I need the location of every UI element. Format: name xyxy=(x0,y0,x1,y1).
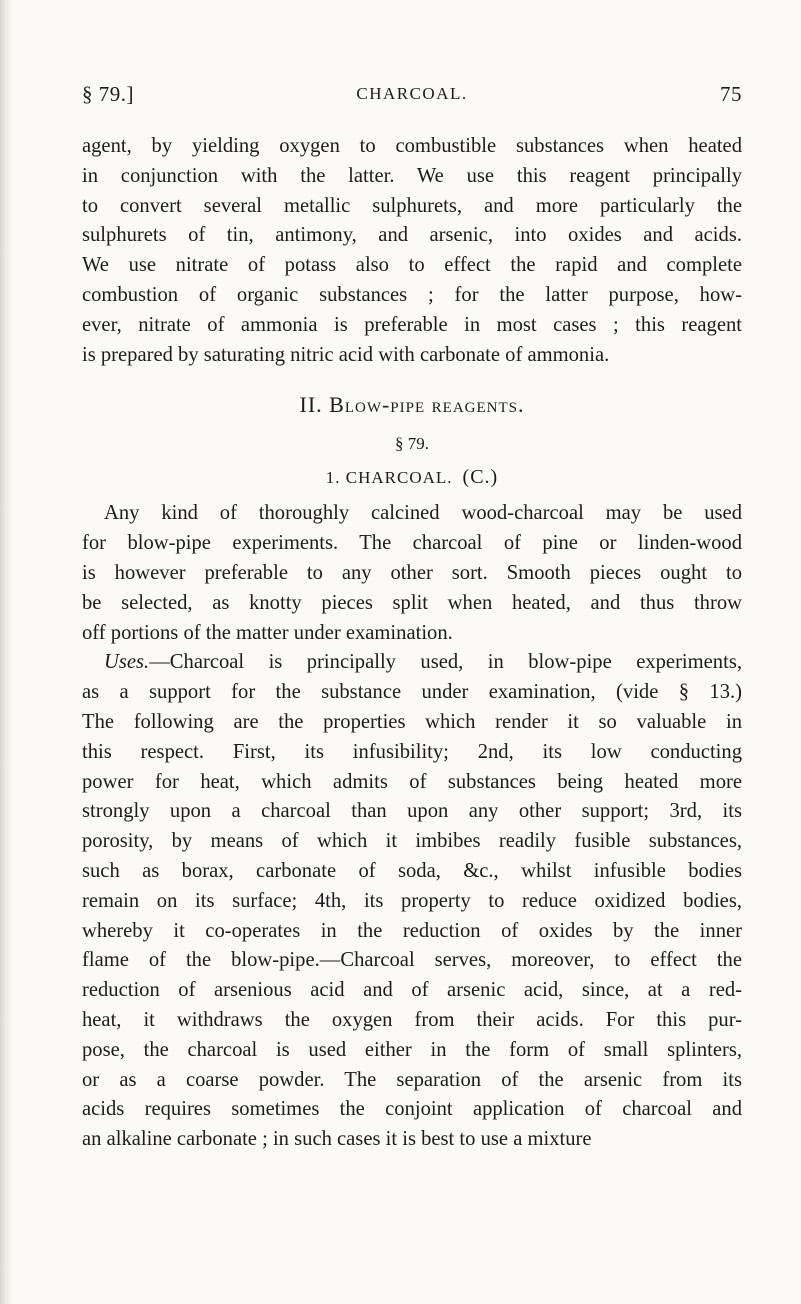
paragraph-charcoal-uses xyxy=(82,648,742,1155)
section-reference: § 79.] xyxy=(82,82,134,106)
text-line: pose, the charcoal is used either in the form of small splinters, xyxy=(82,1038,742,1061)
page-title: CHARCOAL. xyxy=(356,84,468,103)
text-line: or as a coarse powder. The separation of the arsenic from its xyxy=(82,1068,742,1091)
text-line: power for heat, which admits of substances being heated more xyxy=(82,770,742,793)
text-line: Any kind of thoroughly calcined wood-charcoal may be used xyxy=(104,502,742,525)
page-number: 75 xyxy=(720,82,742,106)
text-line: sulphurets of tin, antimony, and arsenic, into oxides and acids. xyxy=(82,224,742,247)
text-line: such as borax, carbonate of soda, &c., whilst infusible bodies xyxy=(82,859,742,882)
text-line: is prepared by saturating nitric acid with carbonate of ammonia. xyxy=(82,343,610,366)
text-line: off portions of the matter under examination. xyxy=(82,621,453,644)
text-line: to convert several metallic sulphurets, and more particularly the xyxy=(82,194,742,217)
text-line: be selected, as knotty pieces split when heated, and thus throw xyxy=(82,591,742,614)
paragraph-continuation xyxy=(82,132,742,370)
text-line xyxy=(82,648,742,678)
text-line: remain on its surface; 4th, its property to reduce oxidized bodies, xyxy=(82,889,742,912)
book-page xyxy=(82,78,742,1155)
text-line: We use nitrate of potass also to effect the rapid and complete xyxy=(82,254,742,277)
text-line: combustion of organic substances ; for the latter purpose, how- xyxy=(82,283,742,306)
uses-lead: Uses. xyxy=(104,651,150,674)
uses-first-line: —Charcoal is principally used, in blow-pipe experiments, xyxy=(149,651,742,674)
text-line: an alkaline carbonate ; in such cases it is best to use a mixture xyxy=(82,1128,592,1151)
text-line: whereby it co-operates in the reduction of oxides by the inner xyxy=(82,919,742,942)
sub-heading xyxy=(82,466,742,489)
section-number: § 79. xyxy=(395,434,429,454)
text-line: flame of the blow-pipe.—Charcoal serves, moreover, to effect the xyxy=(82,949,742,972)
text-line: this respect. First, its infusibility; 2nd, its low conducting xyxy=(82,740,742,763)
text-line: agent, by yielding oxygen to combustible substances when heated xyxy=(82,135,742,157)
text-line: reduction of arsenious acid and of arsenic acid, since, at a red- xyxy=(82,979,742,1002)
text-line: heat, it withdraws the oxygen from their acids. For this pur- xyxy=(82,1008,742,1031)
text-line: ever, nitrate of ammonia is preferable in most cases ; this reagent xyxy=(82,313,742,336)
page-edge-shadow xyxy=(0,0,14,1304)
section-heading: II. Blow-pipe reagents. xyxy=(299,392,525,418)
text-line: is however preferable to any other sort. Smooth pieces ought to xyxy=(82,561,742,584)
text-line: in conjunction with the latter. We use this reagent principally xyxy=(82,164,742,187)
chemical-symbol: (C.) xyxy=(462,466,499,489)
paragraph-charcoal-intro xyxy=(82,499,742,648)
sub-heading-label: 1. CHARCOAL. xyxy=(325,468,453,488)
text-line: for blow-pipe experiments. The charcoal of pine or linden-wood xyxy=(82,532,742,555)
text-line: acids requires sometimes the conjoint application of charcoal and xyxy=(82,1098,742,1121)
text-line: The following are the properties which render it so valuable in xyxy=(82,710,742,733)
text-line: strongly upon a charcoal than upon any other support; 3rd, its xyxy=(82,800,742,823)
running-head xyxy=(82,78,742,112)
text-line: porosity, by means of which it imbibes readily fusible substances, xyxy=(82,830,742,853)
text-line: as a support for the substance under examination, (vide § 13.) xyxy=(82,681,742,704)
